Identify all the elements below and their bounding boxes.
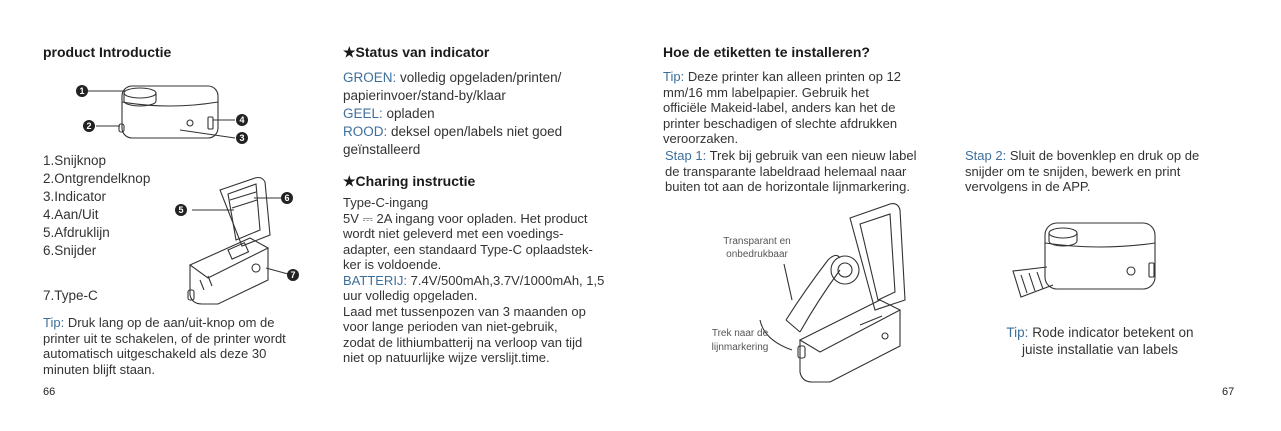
annot-transparent-1: Transparant en [723, 236, 791, 247]
left-page-title: product Introductie [43, 44, 172, 60]
annot-transparent-2: onbedrukbaar [726, 249, 788, 260]
charging-block: Type-C-ingang 5V ⎓ 2A ingang voor opladen. Het product wordt niet geleverd met een voedings- adapter, een standaard Type-C oplaadstek- ker is voldoende. BATTERIJ: 7.4V/500mAh,3.7V/1000mAh, 1,5 uur volledig opgeladen. Laad met tussenpozen van 3 maanden op voor lange perioden van niet-gebruik, zodat de lithiumbatterij na verloop van tijd niet op natuurlijke wijze verslijt.time. [343, 195, 605, 365]
annot-pull-1: Trek naar de [711, 328, 769, 339]
left-tip: Tip: Druk lang op de aan/uit-knop om de printer uit te schakelen, of de printer wordt automatisch uitgeschakeld als deze 30 minuten blijft staan. [43, 315, 286, 377]
callout-4: 4 [239, 115, 245, 125]
printer-open-illustration [170, 170, 310, 310]
callout-5: 5 [178, 205, 184, 215]
status-block: GROEN: volledig opgeladen/printen/ papierinvoer/stand-by/klaar GEEL: opladen ROOD: deksel open/labels niet goed geïnstalleerd [343, 70, 563, 157]
label-install-illustration [700, 200, 930, 400]
parts-list [43, 152, 150, 260]
charging-title: ★Charing instructie [343, 173, 476, 189]
part-item-7: 7.Type-C [43, 288, 98, 303]
closed-printer-illustration [1005, 215, 1165, 305]
callout-1: 1 [79, 86, 85, 96]
callout-3: 3 [239, 133, 245, 143]
part-item: 5.Afdruklijn [43, 225, 110, 240]
callout-6: 6 [284, 193, 290, 203]
part-item: 4.Aan/Uit [43, 207, 99, 222]
part-item: 1.Snijknop [43, 153, 107, 168]
right-tip-2: Tip: Rode indicator betekent on juiste installatie van labels [1006, 325, 1194, 357]
part-item: 2.Ontgrendelknop [43, 171, 151, 186]
callout-2: 2 [86, 121, 92, 131]
part-item: 6.Snijder [43, 243, 97, 258]
right-page-title: Hoe de etiketten te installeren? [663, 44, 870, 60]
part-item: 3.Indicator [43, 189, 107, 204]
page-number-right: 67 [1222, 386, 1235, 398]
callout-7: 7 [290, 270, 296, 280]
step-2: Stap 2: Sluit de bovenklep en druk op de snijder om te snijden, bewerk en print vervolgens in de APP. [965, 148, 1200, 194]
page-number-left: 66 [43, 386, 56, 398]
tip-label: Tip: [43, 315, 65, 330]
step-1: Stap 1: Trek bij gebruik van een nieuw label de transparante labeldraad helemaal naar buiten tot aan de horizontale lijnmarkering. [665, 148, 917, 194]
status-title: ★Status van indicator [343, 44, 490, 60]
printer-front-illustration [70, 80, 260, 155]
annot-pull-2: lijnmarkering [711, 342, 769, 353]
right-tip: Tip: Deze printer kan alleen printen op 12 mm/16 mm labelpapier. Gebruik het officiële Makeid-label, anders kan het de printer beschadigen of slechte afdrukken veroorzaken. [663, 69, 902, 146]
